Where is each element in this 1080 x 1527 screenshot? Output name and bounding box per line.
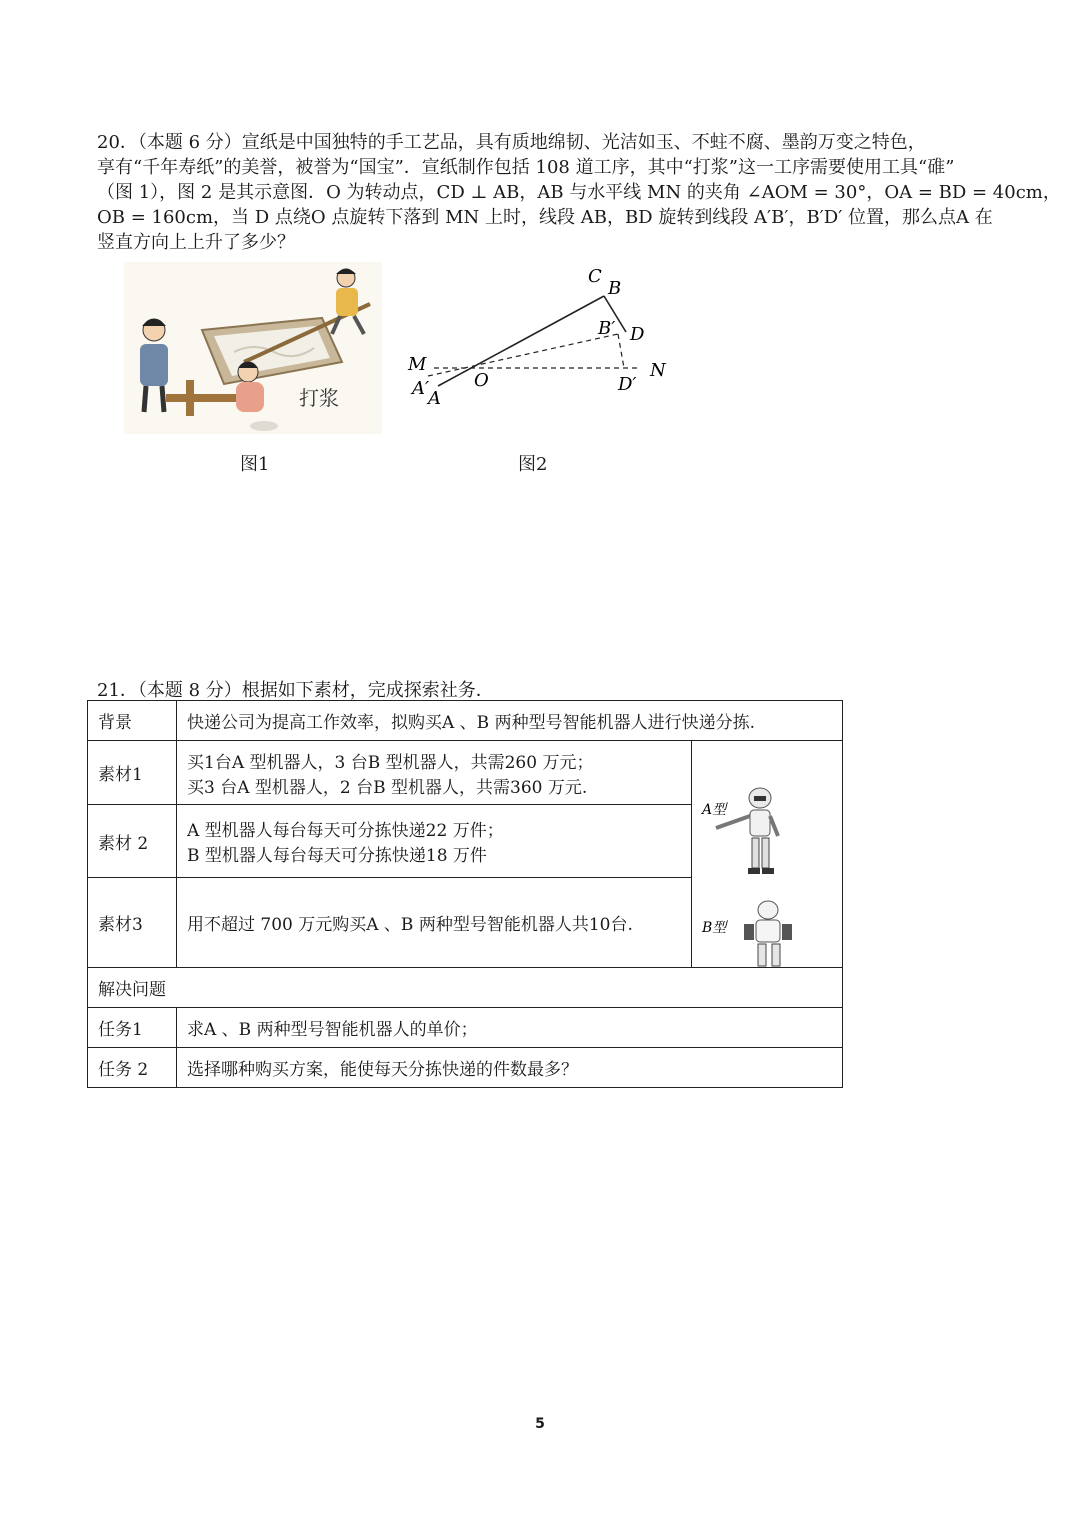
material2-text [177, 805, 692, 878]
background-text: 快递公司为提高工作效率，拟购买A 、B 两种型号智能机器人进行快递分拣. [177, 701, 843, 741]
table-row [88, 701, 843, 741]
solve-label: 解决问题 [88, 968, 843, 1008]
point-A-label: A [428, 388, 441, 409]
material3-text: 用不超过 700 万元购买A 、B 两种型号智能机器人共10台. [177, 878, 692, 968]
robot-b-icon [744, 901, 792, 966]
point-C-label: C [588, 266, 602, 287]
q20-line: 20．（本题 6 分）宣纸是中国独特的手工艺品，具有质地绵韧、光洁如玉、不蛀不腐、墨韵万变之特色， [97, 132, 926, 153]
figure-1-caption: 图1 [240, 454, 270, 475]
task1-label: 任务1 [88, 1008, 177, 1048]
q20-line: 享有“千年寿纸”的美誉，被誉为“国宝”．宣纸制作包括 108 道工序，其中“打浆”这一工序需要使用工具“碓” [97, 157, 955, 178]
task2-text: 选择哪种购买方案，能使每天分拣快递的件数最多？ [177, 1048, 843, 1088]
table-row [88, 1008, 843, 1048]
figure-1-illustration [124, 262, 382, 434]
material1-label: 素材1 [88, 741, 177, 805]
material3-label: 素材3 [88, 878, 177, 968]
q20-line: （图 1），图 2 是其示意图．O 为转动点，CD ⊥ AB，AB 与水平线 MN 的夹角 ∠AOM = 30°，OA = BD = 40cm， [97, 182, 1061, 203]
point-O-label: O [474, 370, 489, 391]
table-row [88, 1048, 843, 1088]
point-M-label: M [408, 354, 427, 375]
robot-images-cell [692, 741, 843, 968]
page-number: 5 [535, 1416, 545, 1432]
material1-line2: 买3 台A 型机器人，2 台B 型机器人，共需360 万元. [187, 777, 588, 798]
point-D-prime-label: D′ [618, 374, 637, 395]
material1-line1: 买1台A 型机器人，3 台B 型机器人，共需260 万元； [187, 752, 594, 773]
material2-line2: B 型机器人每台每天可分拣快递18 万件 [187, 846, 487, 866]
q20-line: OB = 160cm，当 D 点绕O 点旋转下落到 MN 上时，线段 AB，BD 旋转到线段 A′B′，B′D′ 位置，那么点A 在 [97, 207, 993, 228]
point-N-label: N [650, 360, 666, 381]
materials-table [87, 700, 843, 1088]
material1-text [177, 741, 692, 805]
material2-line1: A 型机器人每台每天可分拣快递22 万件； [187, 821, 504, 841]
point-A-prime-label: A′ [412, 378, 430, 399]
fig1-label: 打浆 [299, 386, 339, 410]
point-D-label: D [630, 324, 645, 345]
question-21-title: 21．（本题 8 分）根据如下素材，完成探索社务． [97, 680, 494, 701]
question-20-text [97, 130, 1061, 255]
table-row [88, 741, 843, 805]
task1-text: 求A 、B 两种型号智能机器人的单价； [177, 1008, 843, 1048]
robot-a-icon [716, 788, 778, 874]
robot-images [692, 742, 842, 967]
point-B-prime-label: B′ [598, 318, 616, 339]
point-B-label: B [608, 278, 622, 299]
figure-2-diagram [400, 262, 690, 412]
background-label: 背景 [88, 701, 177, 741]
figure-2-caption: 图2 [518, 454, 548, 475]
material2-label: 素材 2 [88, 805, 177, 878]
robot-a-label: A型 [702, 801, 727, 818]
task2-label: 任务 2 [88, 1048, 177, 1088]
robot-b-label: B型 [702, 919, 727, 936]
q20-line: 竖直方向上上升了多少？ [97, 232, 295, 253]
table-row [88, 968, 843, 1008]
